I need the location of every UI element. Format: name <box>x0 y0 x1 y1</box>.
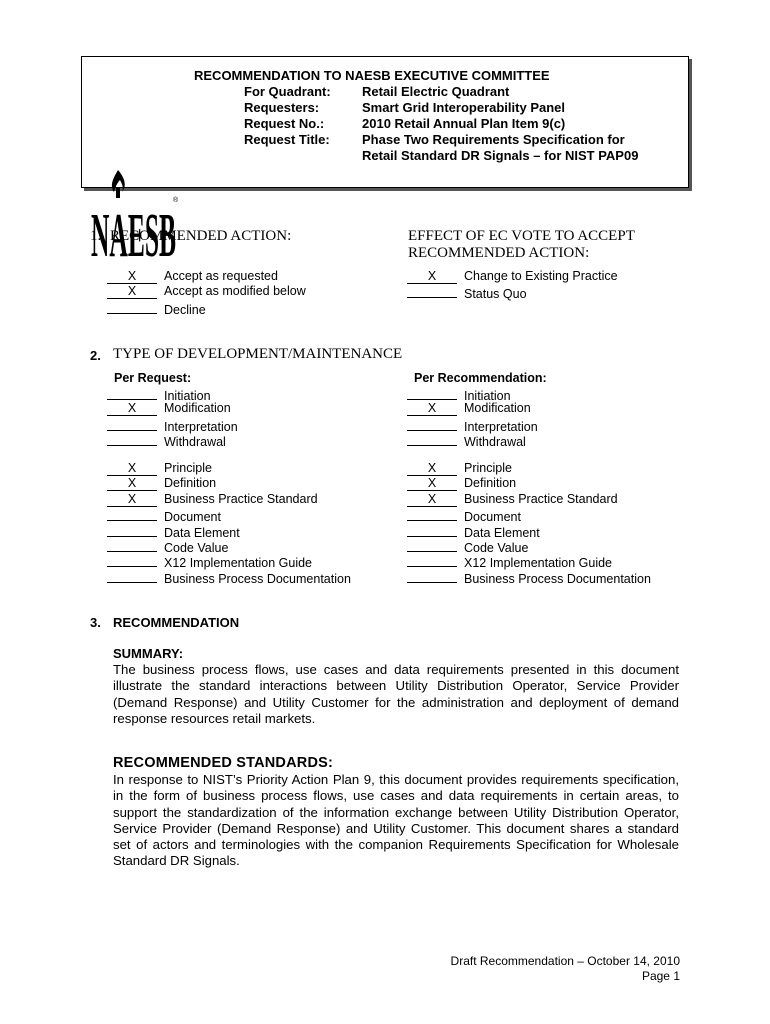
option-label: Change to Existing Practice <box>464 269 618 283</box>
quadrant-label: For Quadrant: <box>244 84 331 99</box>
option-label: Accept as requested <box>164 269 278 283</box>
summary-text: The business process flows, use cases and data requirements presented in this document illustrate the standard interactions between Utility Distribution Operator, Service Provider (Demand Response) and Utility Customer for the administration and deployment of demand response resources retail markets. <box>113 662 679 726</box>
option-label: X12 Implementation Guide <box>464 556 613 571</box>
option-row <box>407 569 651 584</box>
request-no-label: Request No.: <box>244 116 325 131</box>
option-row <box>407 401 538 416</box>
option-mark <box>107 538 157 552</box>
document-title: RECOMMENDATION TO NAESB EXECUTIVE COMMITTEE <box>194 68 550 83</box>
option-label: Code Value <box>164 540 229 555</box>
option-label: Decline <box>164 302 206 317</box>
option-label: Accept as modified below <box>164 284 306 299</box>
option-row <box>107 523 351 538</box>
option-label: Withdrawal <box>164 435 226 450</box>
option-mark: X <box>407 477 457 491</box>
option-label: Initiation <box>464 389 511 403</box>
option-label: Definition <box>464 476 517 491</box>
option-row <box>107 569 351 584</box>
option-mark <box>107 300 157 314</box>
option-row <box>407 492 651 507</box>
option-row <box>407 507 651 525</box>
option-mark <box>107 553 157 567</box>
quadrant-value: Retail Electric Quadrant <box>362 84 510 99</box>
option-row <box>407 461 651 476</box>
per-recommendation-label: Per Recommendation: <box>414 371 547 385</box>
option-row <box>107 386 238 401</box>
option-label: Code Value <box>464 540 529 555</box>
option-mark <box>107 417 157 431</box>
option-row <box>407 476 651 491</box>
option-label: Business Process Documentation <box>464 571 651 586</box>
option-label: Business Practice Standard <box>464 491 618 506</box>
option-row <box>407 432 538 450</box>
option-label: Principle <box>164 461 212 475</box>
option-label: Document <box>464 510 521 525</box>
option-row <box>407 538 651 553</box>
effect-heading-line1: EFFECT OF EC VOTE TO ACCEPT <box>408 228 635 244</box>
option-mark: X <box>407 462 457 476</box>
option-mark: X <box>407 270 457 284</box>
per-request-group1 <box>107 386 238 448</box>
option-row <box>407 417 538 432</box>
option-mark: X <box>107 402 157 416</box>
section2-heading: TYPE OF DEVELOPMENT/MAINTENANCE <box>113 346 403 362</box>
option-mark <box>107 432 157 446</box>
footer-draft-date: Draft Recommendation – October 14, 2010 <box>450 954 680 968</box>
option-row <box>107 492 351 507</box>
requesters-label: Requesters: <box>244 100 320 115</box>
option-row <box>407 523 651 538</box>
option-row <box>107 269 306 284</box>
option-row <box>107 538 351 553</box>
option-row <box>107 461 351 476</box>
option-row <box>407 284 618 302</box>
option-mark <box>107 507 157 521</box>
option-mark <box>107 569 157 583</box>
section1-number: 1. <box>90 228 102 244</box>
standards-label: RECOMMENDED STANDARDS: <box>113 755 334 771</box>
option-mark <box>107 523 157 537</box>
standards-text: In response to NIST’s Priority Action Plan 9, this document provides requirements specification, in the form of business process flows, use cases and data requirements in certain areas, to support the standardization of the information exchange between Utility Distribution Operator, Service Provider (Demand Response) and Utility Customer. This document shares a standard set of actors and terminologies with the companion Requirements Specification for Wholesale Standard DR Signals. <box>113 772 679 869</box>
option-mark <box>407 507 457 521</box>
option-row <box>407 269 618 284</box>
recommended-action-options <box>107 269 306 315</box>
option-label: Document <box>164 510 221 525</box>
footer-page-number: Page 1 <box>641 969 680 983</box>
option-row <box>107 417 238 432</box>
option-label: X12 Implementation Guide <box>164 556 313 571</box>
option-label: Initiation <box>164 389 211 403</box>
option-mark <box>407 569 457 583</box>
option-mark: X <box>407 402 457 416</box>
effect-heading-line2: RECOMMENDED ACTION: <box>408 245 590 261</box>
option-mark: X <box>107 477 157 491</box>
svg-text:®: ® <box>173 197 179 204</box>
option-mark: X <box>107 493 157 507</box>
request-title-label: Request Title: <box>244 132 330 147</box>
per-request-group2 <box>107 461 351 584</box>
option-mark: X <box>107 462 157 476</box>
option-label: Data Element <box>464 525 540 540</box>
request-title-value-cont: Retail Standard DR Signals – for NIST PAP09 <box>362 148 639 163</box>
option-row <box>107 476 351 491</box>
option-label: Interpretation <box>164 419 238 434</box>
option-mark <box>407 417 457 431</box>
option-mark <box>407 284 457 298</box>
option-mark: X <box>107 270 157 284</box>
section3-heading: RECOMMENDATION <box>113 615 240 630</box>
option-row <box>107 284 306 299</box>
option-mark <box>407 386 457 400</box>
option-label: Withdrawal <box>464 435 526 450</box>
option-row <box>407 553 651 571</box>
section3-number: 3. <box>90 615 101 630</box>
option-label: Business Process Documentation <box>164 571 351 586</box>
requesters-value: Smart Grid Interoperability Panel <box>362 100 565 115</box>
option-label: Data Element <box>164 525 240 540</box>
option-row <box>107 300 306 315</box>
option-mark <box>407 538 457 552</box>
option-row <box>107 401 238 416</box>
option-row <box>107 507 351 525</box>
option-mark <box>407 432 457 446</box>
option-label: Principle <box>464 461 512 475</box>
option-mark <box>107 386 157 400</box>
request-title-value: Phase Two Requirements Specification for <box>362 132 625 147</box>
option-mark: X <box>407 493 457 507</box>
option-row <box>107 432 238 450</box>
option-label: Status Quo <box>464 287 527 302</box>
per-recommendation-group1 <box>407 386 538 448</box>
option-mark <box>407 553 457 567</box>
option-label: Modification <box>464 401 531 416</box>
logo-wordmark: NAESB <box>91 202 176 260</box>
option-label: Interpretation <box>464 419 538 434</box>
per-recommendation-group2 <box>407 461 651 584</box>
option-mark <box>407 523 457 537</box>
option-label: Definition <box>164 476 217 491</box>
effect-options <box>407 269 618 300</box>
option-label: Modification <box>164 401 231 416</box>
section1-heading: RECOMMENDED ACTION: <box>110 228 292 244</box>
naesb-logo <box>88 168 183 260</box>
option-label: Business Practice Standard <box>164 491 318 506</box>
per-request-label: Per Request: <box>114 371 192 385</box>
option-row <box>407 386 538 401</box>
request-no-value: 2010 Retail Annual Plan Item 9(c) <box>362 116 566 131</box>
option-mark: X <box>107 285 157 299</box>
option-row <box>107 553 351 571</box>
section2-number: 2. <box>90 348 101 363</box>
summary-label: SUMMARY: <box>113 646 184 661</box>
